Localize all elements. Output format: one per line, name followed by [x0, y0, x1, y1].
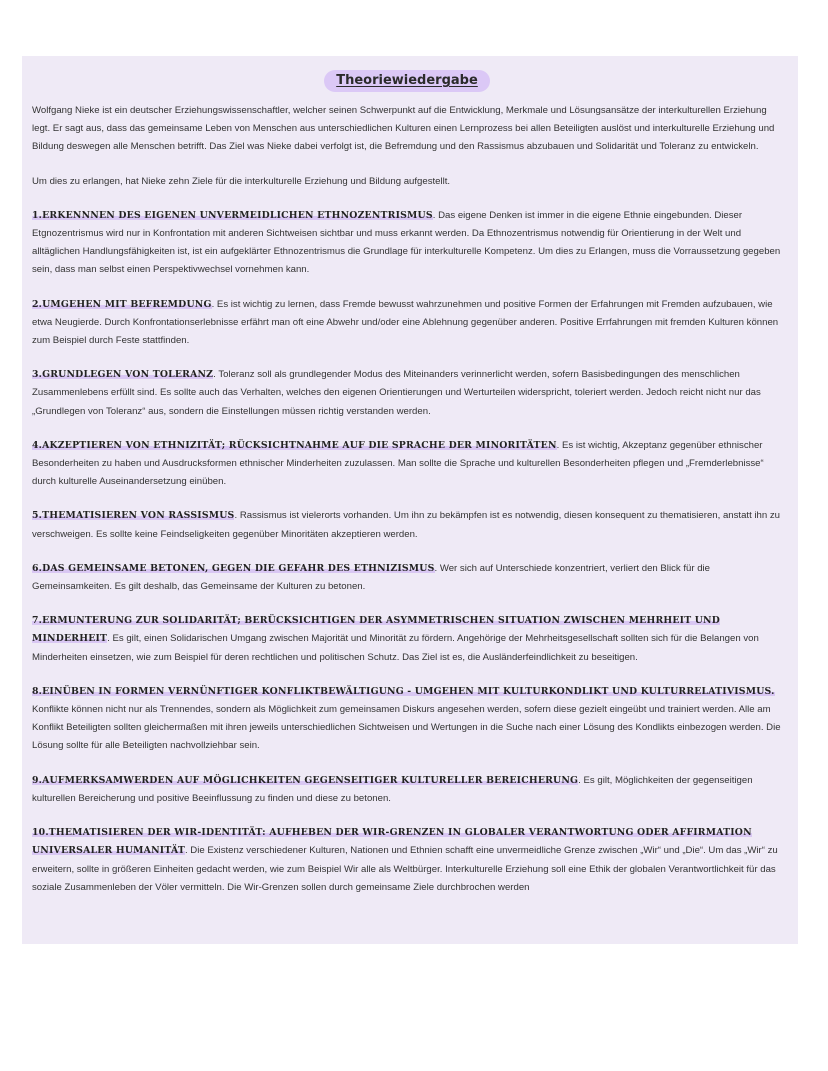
goal-9 [32, 772, 782, 808]
goal-10 [32, 824, 782, 897]
title-wrapper [32, 70, 782, 92]
goal-text: . Es ist wichtig zu lernen, dass Fremde bewusst wahrzunehmen und positive Formen der Erfahrungen mit Fremden aufzubauen, wie etwa Neugierde. Durch Konfrontationserlebnisse erfährt man oft eine Abwehr und/oder eine Ablehnung gegenüber anderen. Positive Errfahrungen mit fremden Kulturen können zum Beispiel durch Feste stattfinden. [32, 298, 779, 347]
goal-heading: 2.UMGEHEN MIT BEFREMDUNG [32, 298, 212, 310]
goal-3 [32, 366, 782, 421]
goal-heading: 7.ERMUNTERUNG ZUR SOLIDARITÄT; BERÜCKSICHTIGEN DER ASYMMETRISCHEN SITUATION ZWISCHEN MEHRHEIT UND MINDERHEIT [32, 615, 721, 645]
document-page [22, 56, 798, 944]
goal-text: . Es ist wichtig, Akzeptanz gegenüber ethnischer Besonderheiten zu haben und Ausdrucksformen ethnischer Minderheiten zuzulassen. Man sollte die Sprache und kulturellen Besonderheiten pflegen und „Fremderlebnisse“ durch kulturelle Auseinandersetzung einüben. [32, 439, 764, 488]
goal-2 [32, 296, 782, 351]
goal-text: . Das eigene Denken ist immer in die eigene Ethnie eingebunden. Dieser Etgnozentrismus wird nur in Konfrontation mit anderen Sichtweisen sichtbar und muss erkannt werden. Da Ethnozentrismus notwendig für Orientierung in der Welt und alltäglichen Handlungsfähigkeiten ist, ist ein aufgeklärter Ethnozentrismus die Grundlage für interkulturelle Kompetenz. Um dies zu Erlangen, muss die Vorraussetzung gegeben sein, dass man selbst einen Perspektivwechsel vornehmen kann. [32, 209, 781, 276]
lead-paragraph: Um dies zu erlangen, hat Nieke zehn Ziele für die interkulturelle Erziehung und Bildung aufgestellt. [32, 175, 451, 187]
goal-heading: 6.DAS GEMEINSAME BETONEN, GEGEN DIE GEFAHR DES ETHNIZISMUS [32, 562, 435, 574]
goal-heading: 10.THEMATISIEREN DER WIR-IDENTITÄT: AUFHEBEN DER WIR-GRENZEN IN GLOBALER VERANTWORTUNG ODER AFFIRMATION UNIVERSALER HUMANITÄT [32, 827, 752, 857]
goal-heading: 4.AKZEPTIEREN VON ETHNIZITÄT; RÜCKSICHTNAHME AUF DIE SPRACHE DER MINORITÄTEN [32, 439, 557, 451]
goal-heading: 9.AUFMERKSAMWERDEN AUF MÖGLICHKEITEN GEGENSEITIGER KULTURELLER BEREICHERUNG [32, 774, 579, 786]
goal-text: Konflikte können nicht nur als Trennendes, sondern als Möglichkeit zum gemeinsamen Diskurs angesehen werden, sofern diese gezielt eingeübt und trainiert werden. Alle am Konflikt Beteiligten sollten gleichermaßen mit ihren jeweils unterschiedlichen Sichtweisen und Wertungen in die Suche nach einer Lösung des Kondlikts einbezogen werden. Die Lösung sollte für alle Beteiligten nachvollziehbar sein. [32, 704, 781, 752]
goal-5 [32, 507, 782, 543]
goal-text: . Wer sich auf Unterschiede konzentriert, verliert den Blick für die Gemeinsamkeiten. Es gilt deshalb, das Gemeinsame der Kulturen zu betonen. [32, 562, 710, 593]
page-title: Theoriewiedergabe [324, 70, 490, 92]
goal-heading: 8.EINÜBEN IN FORMEN VERNÜNFTIGER KONFLIKTBEWÄLTIGUNG - UMGEHEN MIT KULTURKONDLIKT UND KULTURRELATIVISMUS. [32, 685, 775, 697]
goal-7 [32, 612, 782, 667]
goal-4 [32, 437, 782, 492]
goal-text: . Rassismus ist vielerorts vorhanden. Um ihn zu bekämpfen ist es notwendig, diesen konsequent zu thematisieren, anstatt ihn zu verschweigen. Es sollte keine Feindseligkeiten gegenüber Minoritäten akzeptieren werden. [32, 510, 781, 540]
goal-heading: 3.GRUNDLEGEN VON TOLERANZ [32, 369, 214, 381]
goal-text: . Die Existenz verschiedener Kulturen, Nationen und Ethnien schafft eine unvermeidliche Grenze zwischen „Wir“ und „Die“. Um das „Wir“ zu erweitern, sollte in größeren Einheiten gedacht werden, wie zum Beispiel Wir alle als Weltbürger. Interkulturelle Erziehung soll eine Ethik der globalen Verantwortlichkeit für das soziale Zusammenleben der Völer vermitteln. Die Wir-Grenzen sollen durch gemeinsame Ziele durchbrochen werden [32, 845, 778, 893]
goal-text: . Es gilt, einen Solidarischen Umgang zwischen Majorität und Minorität zu fördern. Angehörige der Mehrheitsgesellschaft sollten sich für die Belangen von Minderheiten einsetzen, wie zum Beispiel für deren rechtlichen und politischen Schutz. Das Ziel ist es, die Ausländerfeindlichkeit zu beseitigen. [32, 633, 759, 663]
goal-8 [32, 683, 782, 756]
goal-text: . Es gilt, Möglichkeiten der gegenseitigen kulturellen Bereicherung und positive Beeinflussung zu finden und diese zu betonen. [32, 774, 753, 804]
goal-text: . Toleranz soll als grundlegender Modus des Miteinanders verinnerlicht werden, sofern Basisbedingungen des menschlichen Zusammenlebens erfüllt sind. Es sollte auch das Verhalten, welches den eigenen Orientierungen und Werturteilen widerspricht, toleriert werden. Jedoch reicht nicht nur das „Grundlegen von Toleranz“ aus, sondern die Einstellungen müssen richtig verstanden werden. [32, 369, 761, 417]
goal-1 [32, 207, 782, 280]
goal-heading: 5.THEMATISIEREN VON RASSISMUS [32, 510, 235, 522]
goal-6 [32, 560, 782, 596]
intro-paragraph: Wolfgang Nieke ist ein deutscher Erziehungswissenschaftler, welcher seinen Schwerpunkt auf die Entwicklung, Merkmale und Lösungsansätze der interkulturellen Erziehung legt. Er sagt aus, dass das gemeinsame Leben von Menschen aus unterschiedlichen Kulturen einen Lernprozess bei allen Beteiligten auslöst und interkulturelle Erziehung und Bildung deswegen alle Menschen betrifft. Das Ziel was Nieke dabei verfolgt ist, die Befremdung und den Rassismus abzubauen und Solidarität und Toleranz zu entwickeln. [32, 105, 775, 153]
goal-heading: 1.ERKENNNEN DES EIGENEN UNVERMEIDLICHEN ETHNOZENTRISMUS [32, 209, 433, 221]
